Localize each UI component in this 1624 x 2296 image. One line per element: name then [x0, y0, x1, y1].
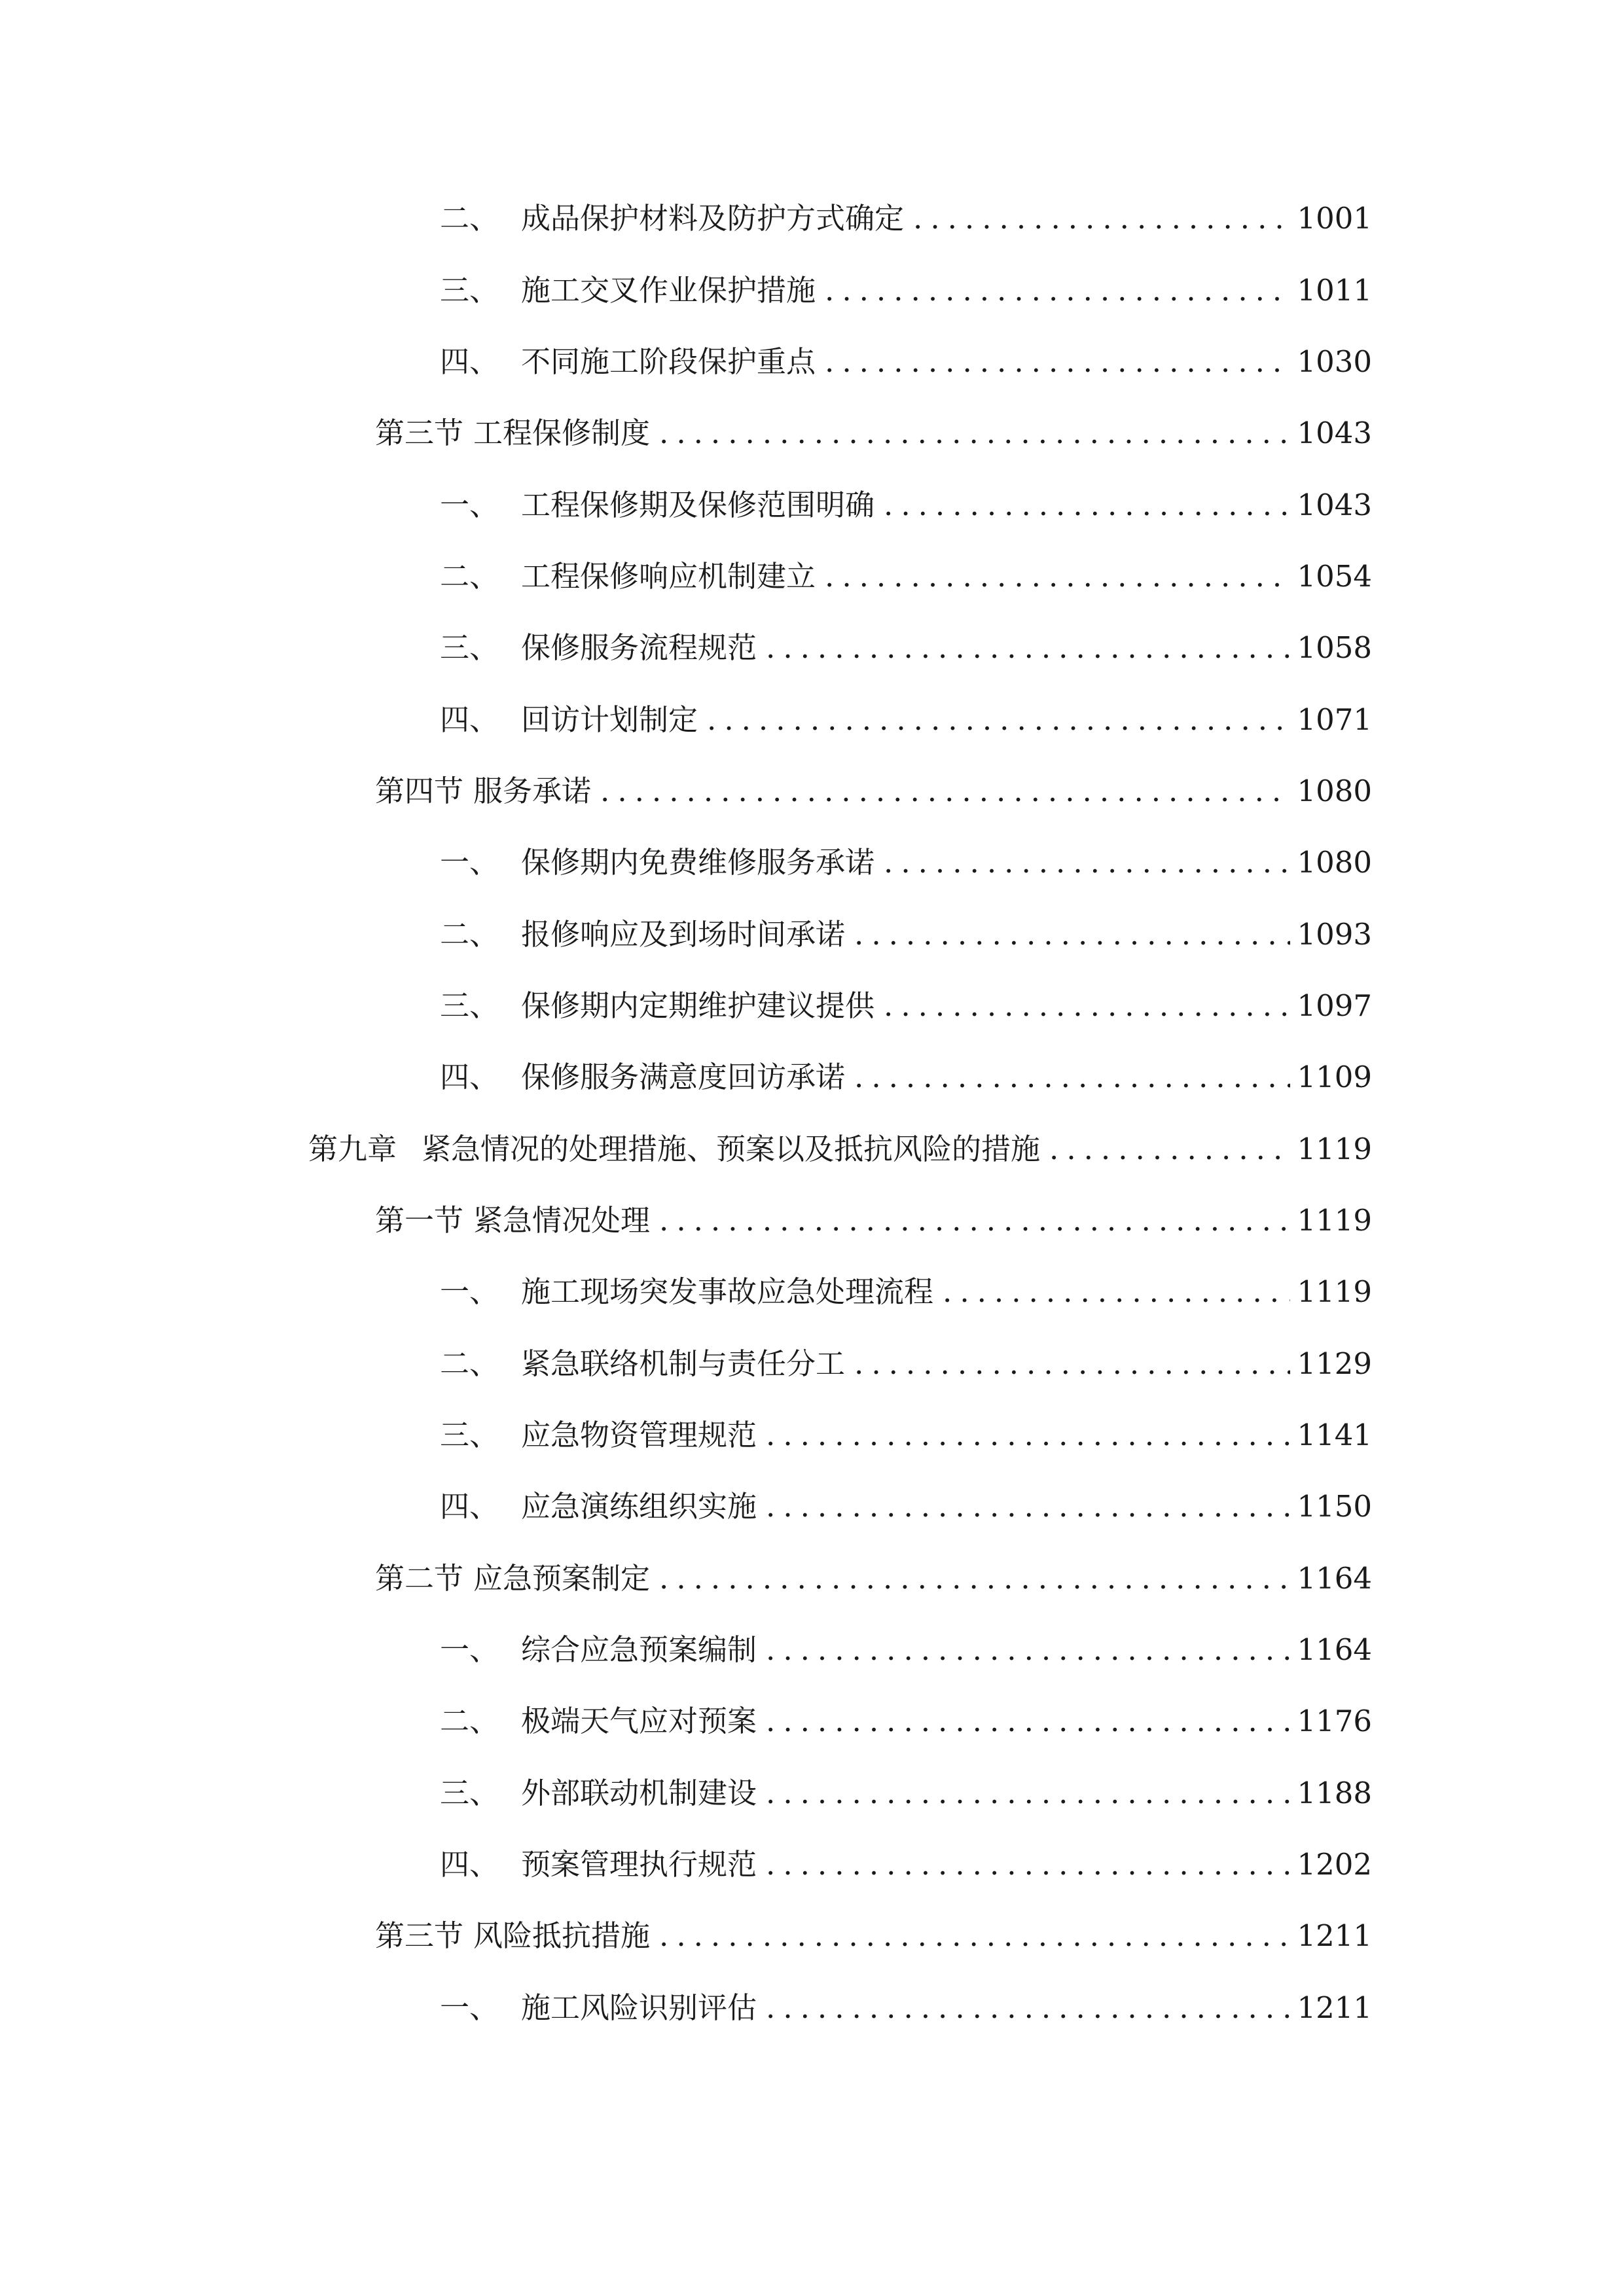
- entry-page-number: 1119: [1297, 1132, 1372, 1166]
- entry-title: 综合应急预案编制: [521, 1632, 757, 1667]
- entry-title: 紧急联络机制与责任分工: [521, 1346, 846, 1381]
- toc-entry[interactable]: [440, 836, 1372, 889]
- entry-title: 风险抵抗措施: [473, 1918, 651, 1953]
- toc-entry[interactable]: [440, 264, 1372, 317]
- toc-entry[interactable]: [440, 1266, 1372, 1318]
- entry-title: 报修响应及到场时间承诺: [521, 917, 846, 952]
- dot-leader: [854, 908, 1290, 961]
- entry-marker: 二、: [440, 201, 499, 236]
- entry-page-number: 1080: [1297, 845, 1372, 880]
- entry-marker: 三、: [440, 630, 499, 665]
- toc-entry[interactable]: [440, 479, 1372, 531]
- entry-title: 回访计划制定: [521, 702, 698, 737]
- entry-title: 应急演练组织实施: [521, 1489, 757, 1524]
- entry-marker: 二、: [440, 1704, 499, 1738]
- entry-marker: 二、: [440, 559, 499, 594]
- entry-page-number: 1119: [1297, 1274, 1372, 1309]
- entry-title: 工程保修期及保修范围明确: [521, 488, 875, 522]
- entry-title: 应急预案制定: [473, 1561, 651, 1596]
- entry-page-number: 1109: [1297, 1060, 1372, 1094]
- entry-marker: 四、: [440, 702, 499, 737]
- entry-title: 不同施工阶段保护重点: [521, 344, 816, 379]
- dot-leader: [600, 765, 1290, 817]
- dot-leader: [707, 694, 1290, 746]
- entry-title: 保修服务满意度回访承诺: [521, 1060, 846, 1094]
- entry-page-number: 1150: [1297, 1489, 1372, 1524]
- toc-entry[interactable]: [440, 1338, 1372, 1390]
- entry-page-number: 1119: [1297, 1203, 1372, 1238]
- toc-entry[interactable]: [440, 1409, 1372, 1462]
- dot-leader: [766, 622, 1290, 674]
- toc-entry[interactable]: [440, 694, 1372, 746]
- entry-marker: 一、: [440, 1990, 499, 2025]
- entry-title: 极端天气应对预案: [521, 1704, 757, 1738]
- entry-marker: 二、: [440, 917, 499, 952]
- entry-title: 工程保修制度: [473, 416, 651, 450]
- entry-page-number: 1164: [1297, 1632, 1372, 1667]
- entry-marker: 第二节: [375, 1561, 464, 1596]
- entry-marker: 三、: [440, 273, 499, 308]
- entry-page-number: 1058: [1297, 630, 1372, 665]
- toc-entry[interactable]: [440, 336, 1372, 388]
- dot-leader: [766, 1624, 1290, 1676]
- entry-title: 成品保护材料及防护方式确定: [521, 201, 905, 236]
- entry-page-number: 1211: [1297, 1918, 1372, 1953]
- entry-page-number: 1080: [1297, 774, 1372, 808]
- entry-page-number: 1093: [1297, 917, 1372, 952]
- dot-leader: [825, 336, 1290, 388]
- dot-leader: [854, 1338, 1290, 1390]
- entry-title: 施工交叉作业保护措施: [521, 273, 816, 308]
- entry-page-number: 1030: [1297, 344, 1372, 379]
- entry-title: 紧急情况处理: [473, 1203, 651, 1238]
- dot-leader: [943, 1266, 1290, 1318]
- entry-marker: 三、: [440, 1776, 499, 1810]
- toc-entry[interactable]: [440, 1982, 1372, 2034]
- entry-page-number: 1043: [1297, 488, 1372, 522]
- entry-page-number: 1001: [1297, 201, 1372, 236]
- toc-entry[interactable]: [375, 765, 1372, 817]
- dot-leader: [766, 1767, 1290, 1820]
- toc-entry[interactable]: [440, 550, 1372, 603]
- entry-marker: 一、: [440, 845, 499, 880]
- entry-marker: 一、: [440, 488, 499, 522]
- toc-entry[interactable]: [440, 1767, 1372, 1820]
- toc-entry[interactable]: [440, 1480, 1372, 1533]
- entry-marker: 一、: [440, 1274, 499, 1309]
- entry-title: 紧急情况的处理措施、预案以及抵抗风险的措施: [422, 1132, 1041, 1166]
- entry-page-number: 1054: [1297, 559, 1372, 594]
- dot-leader: [884, 980, 1290, 1032]
- toc-entry[interactable]: [375, 1194, 1372, 1247]
- entry-title: 工程保修响应机制建立: [521, 559, 816, 594]
- dot-leader: [659, 1194, 1290, 1247]
- entry-title: 服务承诺: [473, 774, 592, 808]
- toc-entry[interactable]: [375, 1552, 1372, 1605]
- dot-leader: [884, 479, 1290, 531]
- dot-leader: [766, 1839, 1290, 1891]
- entry-marker: 第九章: [308, 1132, 397, 1166]
- toc-entry[interactable]: [440, 192, 1372, 245]
- entry-marker: 第三节: [375, 416, 464, 450]
- entry-marker: 四、: [440, 1060, 499, 1094]
- entry-page-number: 1097: [1297, 988, 1372, 1023]
- dot-leader: [825, 550, 1290, 603]
- toc-entry[interactable]: [440, 908, 1372, 961]
- toc-entry[interactable]: [440, 1624, 1372, 1676]
- entry-page-number: 1011: [1297, 273, 1372, 308]
- entry-page-number: 1043: [1297, 416, 1372, 450]
- toc-entry[interactable]: [308, 1123, 1372, 1175]
- dot-leader: [766, 1695, 1290, 1748]
- dot-leader: [766, 1480, 1290, 1533]
- dot-leader: [1049, 1123, 1290, 1175]
- toc-entry[interactable]: [440, 622, 1372, 674]
- toc-entry[interactable]: [375, 407, 1372, 459]
- toc-entry[interactable]: [375, 1910, 1372, 1962]
- dot-leader: [884, 836, 1290, 889]
- entry-page-number: 1211: [1297, 1990, 1372, 2025]
- toc-entry[interactable]: [440, 1839, 1372, 1891]
- entry-page-number: 1071: [1297, 702, 1372, 737]
- dot-leader: [659, 1910, 1290, 1962]
- entry-marker: 四、: [440, 344, 499, 379]
- entry-page-number: 1141: [1297, 1418, 1372, 1452]
- entry-marker: 四、: [440, 1489, 499, 1524]
- entry-marker: 三、: [440, 1418, 499, 1452]
- entry-marker: 三、: [440, 988, 499, 1023]
- toc-entry[interactable]: [440, 980, 1372, 1032]
- entry-title: 保修期内定期维护建议提供: [521, 988, 875, 1023]
- entry-title: 施工现场突发事故应急处理流程: [521, 1274, 934, 1309]
- dot-leader: [766, 1982, 1290, 2034]
- entry-title: 外部联动机制建设: [521, 1776, 757, 1810]
- entry-title: 预案管理执行规范: [521, 1847, 757, 1882]
- entry-page-number: 1164: [1297, 1561, 1372, 1596]
- entry-page-number: 1202: [1297, 1847, 1372, 1882]
- dot-leader: [659, 407, 1290, 459]
- entry-marker: 第一节: [375, 1203, 464, 1238]
- entry-page-number: 1188: [1297, 1776, 1372, 1810]
- entry-title: 保修期内免费维修服务承诺: [521, 845, 875, 880]
- entry-marker: 一、: [440, 1632, 499, 1667]
- entry-page-number: 1129: [1297, 1346, 1372, 1381]
- entry-title: 应急物资管理规范: [521, 1418, 757, 1452]
- entry-title: 施工风险识别评估: [521, 1990, 757, 2025]
- dot-leader: [659, 1552, 1290, 1605]
- dot-leader: [825, 264, 1290, 317]
- entry-marker: 二、: [440, 1346, 499, 1381]
- toc-entry[interactable]: [440, 1695, 1372, 1748]
- toc-entry[interactable]: [440, 1051, 1372, 1103]
- entry-marker: 第四节: [375, 774, 464, 808]
- dot-leader: [913, 192, 1290, 245]
- dot-leader: [766, 1409, 1290, 1462]
- dot-leader: [854, 1051, 1290, 1103]
- entry-title: 保修服务流程规范: [521, 630, 757, 665]
- entry-page-number: 1176: [1297, 1704, 1372, 1738]
- entry-marker: 第三节: [375, 1918, 464, 1953]
- entry-marker: 四、: [440, 1847, 499, 1882]
